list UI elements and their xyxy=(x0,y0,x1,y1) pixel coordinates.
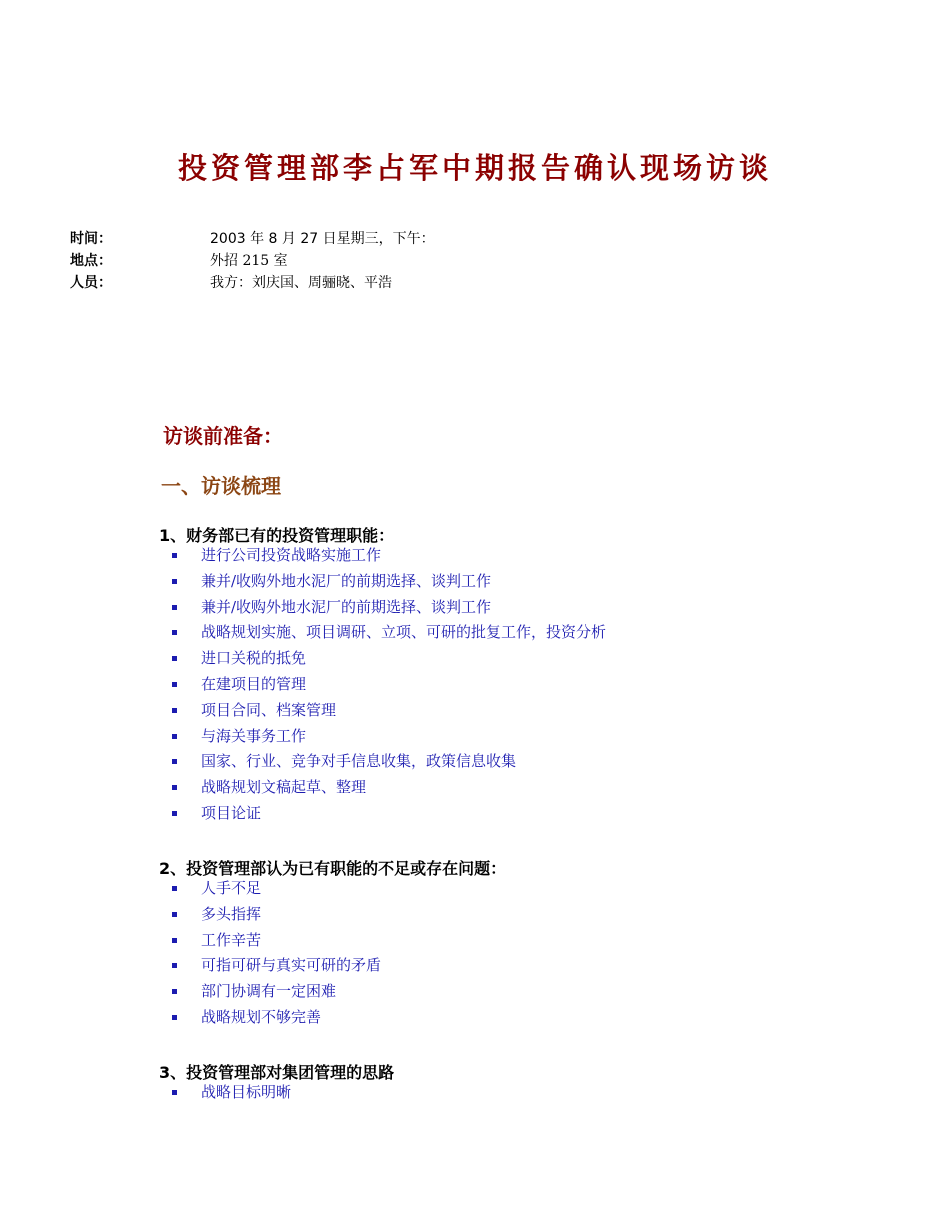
meta-time-value: 2003 年 8 月 27 日星期三，下午： xyxy=(210,231,435,247)
bullet-square-icon xyxy=(172,1090,177,1095)
document-title: 投资管理部李占军中期报告确认现场访谈 xyxy=(177,151,772,185)
list-item xyxy=(172,749,606,775)
list-item xyxy=(172,595,606,621)
bullet-list xyxy=(172,876,381,1031)
bullet-square-icon xyxy=(172,759,177,764)
list-item xyxy=(172,902,381,928)
bullet-square-icon xyxy=(172,912,177,917)
bullet-square-icon xyxy=(172,886,177,891)
list-item xyxy=(172,543,606,569)
list-item-text: 可指可研与真实可研的矛盾 xyxy=(201,956,382,975)
list-item-text: 战略规划实施、项目调研、立项、可研的批复工作，投资分析 xyxy=(201,623,607,642)
list-item-text: 战略规划文稿起草、整理 xyxy=(201,778,367,797)
bullet-list xyxy=(172,1080,291,1106)
list-item-text: 战略目标明晰 xyxy=(201,1083,292,1101)
list-item-text: 进口关税的抵免 xyxy=(201,649,307,668)
list-item xyxy=(172,801,606,827)
list-item xyxy=(172,1080,291,1106)
bullet-square-icon xyxy=(172,630,177,635)
question-heading: 3、投资管理部对集团管理的思路 xyxy=(159,1063,395,1082)
bullet-square-icon xyxy=(172,708,177,713)
list-item-text: 战略规划不够完善 xyxy=(201,1007,322,1026)
question-heading: 1、财务部已有的投资管理职能： xyxy=(159,526,395,545)
list-item-text: 在建项目的管理 xyxy=(201,674,307,693)
bullet-square-icon xyxy=(172,605,177,610)
meta-time-label: 时间： xyxy=(70,231,112,247)
list-item xyxy=(172,928,381,954)
list-item xyxy=(172,724,606,750)
list-item-text: 人手不足 xyxy=(201,879,262,897)
list-item xyxy=(172,569,606,595)
prep-heading: 访谈前准备： xyxy=(163,424,283,448)
list-item xyxy=(172,953,381,979)
list-item-text: 进行公司投资战略实施工作 xyxy=(201,546,382,564)
list-item xyxy=(172,1005,381,1031)
bullet-square-icon xyxy=(172,553,177,558)
bullet-square-icon xyxy=(172,785,177,790)
list-item-text: 项目合同、档案管理 xyxy=(201,700,337,719)
list-item xyxy=(172,672,606,698)
list-item xyxy=(172,979,381,1005)
list-item xyxy=(172,698,606,724)
question-heading: 2、投资管理部认为已有职能的不足或存在问题： xyxy=(159,859,507,878)
list-item-text: 国家、行业、竞争对手信息收集，政策信息收集 xyxy=(201,752,517,771)
bullet-square-icon xyxy=(172,656,177,661)
bullet-square-icon xyxy=(172,989,177,994)
list-item-text: 兼并/收购外地水泥厂的前期选择、谈判工作 xyxy=(201,597,492,616)
list-item xyxy=(172,620,606,646)
bullet-square-icon xyxy=(172,682,177,687)
bullet-square-icon xyxy=(172,938,177,943)
list-item xyxy=(172,775,606,801)
bullet-square-icon xyxy=(172,734,177,739)
section-heading: 一、访谈梳理 xyxy=(161,474,281,498)
bullet-square-icon xyxy=(172,1015,177,1020)
bullet-square-icon xyxy=(172,963,177,968)
list-item-text: 部门协调有一定困难 xyxy=(201,982,337,1001)
bullet-list xyxy=(172,543,606,827)
meta-place-label: 地点： xyxy=(70,253,112,269)
meta-people-value: 我方：刘庆国、周骊晓、平浩 xyxy=(210,275,392,291)
meta-people-label: 人员： xyxy=(70,275,112,291)
list-item xyxy=(172,876,381,902)
list-item-text: 与海关事务工作 xyxy=(201,726,307,745)
list-item-text: 工作辛苦 xyxy=(201,930,262,949)
bullet-square-icon xyxy=(172,579,177,584)
list-item xyxy=(172,646,606,672)
meta-place-value: 外招 215 室 xyxy=(210,253,288,269)
bullet-square-icon xyxy=(172,811,177,816)
list-item-text: 多头指挥 xyxy=(201,904,262,923)
list-item-text: 兼并/收购外地水泥厂的前期选择、谈判工作 xyxy=(201,571,492,590)
list-item-text: 项目论证 xyxy=(201,803,262,822)
